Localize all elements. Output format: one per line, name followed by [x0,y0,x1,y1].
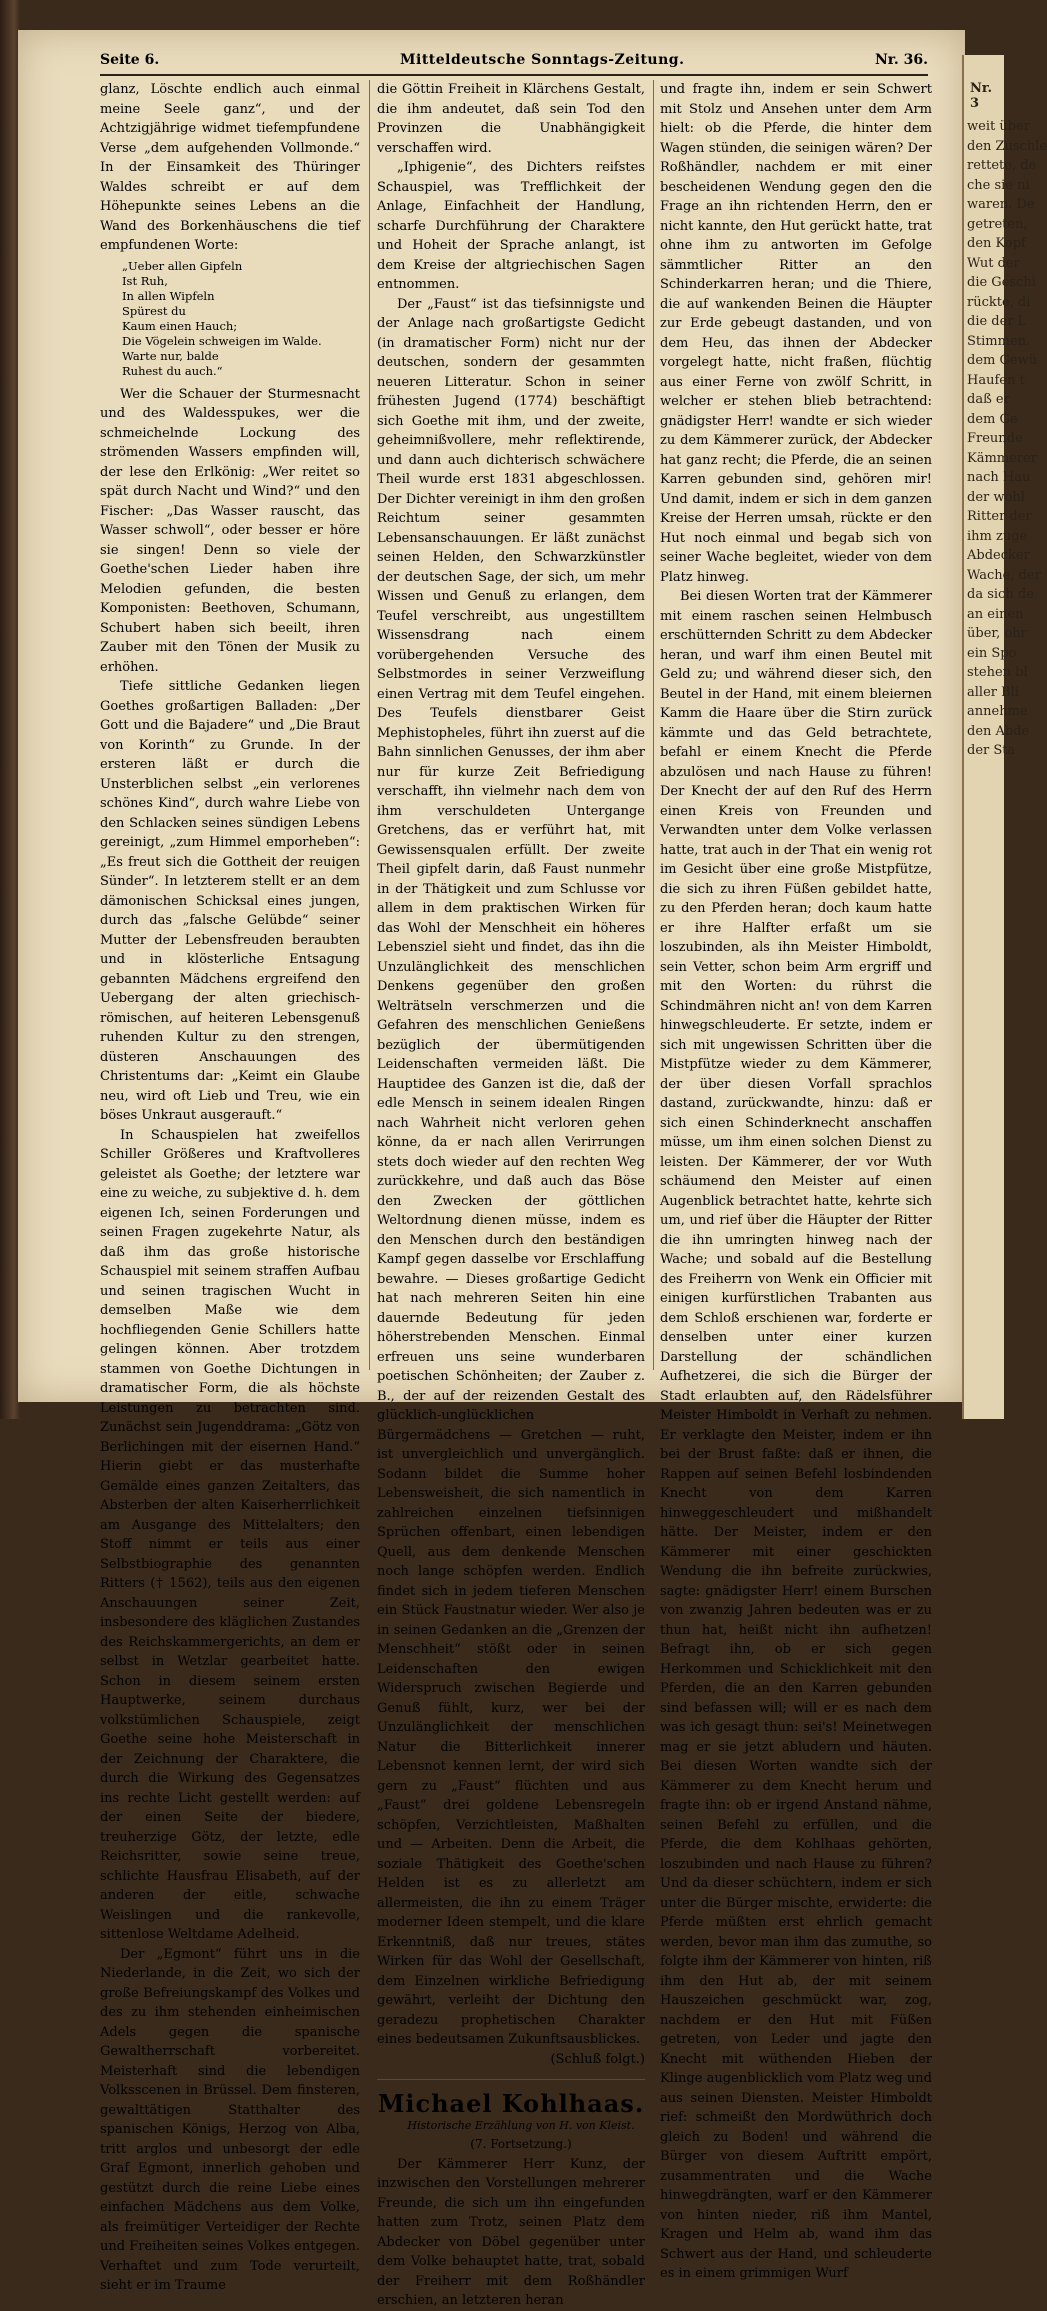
adjacent-page-fragment: da sich de [967,587,1034,602]
adjacent-page-fragment: ihm zuge [967,528,1028,544]
adjacent-page-fragment: aller Bli [967,684,1019,700]
adjacent-page-fragment: der Sta [967,743,1016,758]
paragraph: die Göttin Freiheit in Klärchens Gestalt, die ihm andeutet, daß sein Tod den Provinzen die Unabhängigkeit verschaffen wird. [377,82,645,156]
poem-line: Warte nur, balde [122,348,219,363]
paragraph: Der Kämmerer Herr Kunz, der inzwischen den Vorstellungen mehrerer Freunde, die sich um ihn eingefunden hatten zum Trotz, seinen Platz dem Abdecker von Döbel gegenüber unter dem Volke behauptet hatte, trat, sobald der Freiherr mit dem Roßhändler erschien, an letzteren heran [377,2156,645,2308]
adjacent-page-fragment: weit über [967,119,1030,134]
adjacent-page-fragment: Haufen t [967,372,1025,388]
paragraph: Der „Egmont“ führt uns in die Niederlande, in die Zeit, wo sich der große Befreiungskampf des Volkes und des zu ihm stehenden einheimischen Adels gegen die spanische Gewaltherrschaft vorbereitet. Meisterhaft sind die lebendigen Volksscenen in Brüssel. Dem finsteren, gewalttätigen Statthalter des spanischen Königs, Herzog von Alba, tritt arglos und unbesorgt der edle Graf Egmont, innerlich gehoben und gestützt durch die reine Liebe eines einfachen Mädchens aus dem Volke, als freimütiger Verteidiger der Rechte und Freiheiten seines Volkes entgegen. Verhaftet und zum Tode verurteilt, sieht er im Traume [100,1946,360,2293]
story-installment: (7. Fortsetzung.) [470,2137,572,2151]
adjacent-page-fragment: Freunde [967,431,1023,446]
adjacent-page-fragment: daß er [967,392,1010,407]
adjacent-page-fragment: annehme [967,704,1028,719]
adjacent-page-fragment: ein Spo [967,645,1017,661]
continuation-note: (Schluß folgt.) [550,2051,645,2067]
adjacent-page-fragment: stehen bl [967,665,1028,680]
adjacent-page-fragment: die Geschi [967,275,1036,290]
poem-line: In allen Wipfeln [122,288,215,303]
paragraph: Bei diesen Worten trat der Kämmerer mit einem raschen seinen Helmbusch erschütternden Schritt zu dem Abdecker heran, und warf ihm einen Beutel mit Geld zu; und während dieser sich, den Beutel in der Hand, mit einem bleiernen Kamm die Haare über die Stirn zurück kämmte und das Geld betrachtete, befahl er einem Knecht die Pferde abzulösen und nach Hause zu führen! Der Knecht der auf den Ruf des Herrn einen Kreis von Freunden und Verwandten unter dem Volke verlassen hatte, trat auch in der That ein wenig rot im Gesicht über eine große Mistpfütze, die sich zu ihren Füßen gebildet hatte, zu den Pferden heran; doch kaum hatte er ihre Halfter erfaßt um sie loszubinden, als ihn Meister Himboldt, sein Vetter, schon beim Arm ergriff und mit den Worten: du rührst die Schindmähren nicht an! von dem Karren hinwegschleuderte. Er setzte, indem er sich mit ungewissen Schritten über die Mistpfütze wieder zu dem Kämmerer, der über diesen Vorfall sprachlos dastand, zurückwandte, hinzu: daß er sich einen Schinderknecht anschaffen müsse, um ihm einen solchen Dienst zu leisten. Der Kämmerer, der vor Wuth schäumend den Meister auf einen Augenblick betrachtet hatte, kehrte sich um, und rief über die Häupter der Ritter die ihn umringten hinweg nach der Wache; und sobald auf die Bestellung des Freiherrn von Wenk ein Officier mit einigen kurfürstlichen Trabanten aus dem Schloß erschienen war, forderte er denselben unter einer kurzen Darstellung der schändlichen Aufhetzerei, die sich die Bürger der Stadt erlaubten auf, den Rädelsführer Meister Himboldt in Verhaft zu nehmen. Er verklagte den Meister, indem er ihn bei der Brust faßte: daß er ihnen, die Rappen auf seinen Befehl losbindenden Knecht von dem Karren hinweggeschleudert und mißhandelt hätte. Der Meister, indem er den Kämmerer mit einer geschickten Wendung die ihn befreite zurückwies, sagte: gnädigster Herr! einem Burschen von zwanzig Jahren bedeuten was er zu thun hat, heißt nicht ihn aufhetzen! Befragt ihn, ob er sich gegen Herkommen und Schicklichkeit mit den Pferden, die an den Karren gebunden sind befassen will; will er es nach dem was ich gesagt thun: sei's! Meinetwegen mag er sie jetzt abludern und häuten. Bei diesen Worten wandte sich der Kämmerer zu dem Knecht herum und fragte ihn: ob er irgend Anstand nähme, seinen Befehl zu erfüllen, und die Pferde, die dem Kohlhaas gehörten, loszubinden und nach Hause zu führen? Und da dieser schüchtern, indem er sich unter die Bürger mischte, erwiderte: die Pferde müßten erst ehrlich gemacht werden, bevor man ihm das zumuthe, so folgte ihm der Kämmerer von hinten, riß ihm den Hut ab, der mit seinem Hauszeichen geschmückt war, zog, nachdem er den Hut mit Füßen getreten, von Leder und jagte den Knecht mit wüthenden Hieben der Klinge augenblicklich vom Platz weg und aus seinen Diensten. Meister Himboldt rief: schmeißt den Mordwüthrich doch gleich zu Boden! und während die Bürger von diesem Auftritt empört, zusammentraten und die Wache hinwegdrängten, warf er den Kämmerer von hinten nieder, riß ihm Mantel, Kragen und Helm ab, wand ihm das Schwert aus der Hand, und schleuderte es in einem grimmigen Wurf [660,589,932,2281]
poem-line: Ist Ruh, [122,273,168,288]
adjacent-page-fragment: dem Gewü [967,353,1038,368]
adjacent-page-fragment: Wut der [967,255,1020,271]
adjacent-page-fragment: den Kopf [967,236,1026,251]
newspaper-title: Mitteldeutsche Sonntags-Zeitung. [400,52,685,68]
adjacent-page-fragment: den Abde [967,723,1030,739]
adjacent-page-fragment: Abdecker [967,548,1030,563]
book-binding [0,0,20,1419]
adjacent-page-fragment: an einen [967,606,1024,622]
issue-number: Nr. 36. [875,52,928,68]
article-column-1 [100,80,360,2293]
section-divider [377,2079,645,2080]
adjacent-page-fragment: Kämmerer [967,450,1037,466]
adjacent-page-text [964,111,1047,761]
adjacent-page-fragment: getreten, [967,216,1028,232]
adjacent-page-fragment: nach Hau [967,470,1031,485]
adjacent-page-fragment: die der L [967,314,1027,329]
adjacent-page-fragment: Stimmen. [967,333,1031,349]
paragraph: Tiefe sittliche Gedanken liegen Goethes großartigen Balladen: „Der Gott und die Bajadere“ und „Die Braut von Korinth“ zu Grunde. In der ersteren läßt er durch die Unsterblichen selbst „ein verlorenes schönes Kind“, durch wahre Liebe von den Schlacken seines sündigen Lebens gereinigt, „zum Himmel emporheben“: „Es freut sich die Gottheit der reuigen Sünder“. In letzterem stellt er an dem dämonischen Schicksal eines jungen, durch das „falsche Gelübde“ seiner Mutter der Lebensfreuden beraubten und in klösterliche Entsagung gebannten Mädchens ergreifend den Uebergang der alten griechisch-römischen, auf heiteren Lebensgenuß ruhenden Kultur zu den strengen, düsteren Anschauungen des Christentums dar: „Keimt ein Glaube neu, wird oft Lieb und Treu, wie ein böses Unkraut ausgerauft.“ [100,679,360,1123]
poem-line: Kaum einen Hauch; [122,318,238,333]
column-rule-1 [369,80,370,1370]
adjacent-page-fragment: rückte, di [967,294,1031,310]
adjacent-page-edge [962,55,1047,1419]
poem-line: Spürest du [122,303,186,318]
adjacent-page-fragment: der wohl [967,489,1025,505]
column-rule-2 [653,80,654,1370]
adjacent-page-fragment: che sie ni [967,177,1030,193]
adjacent-page-fragment: Wache, der [967,567,1041,583]
story-subtitle: Historische Erzählung von H. von Kleist. [407,2118,635,2132]
paragraph: „Iphigenie“, des Dichters reifstes Schauspiel, was Trefflichkeit der Anlage, Einfachheit der Handlung, scharfe Durchführung der Charaktere und Hoheit der Sprache anlangt, ist dem Kreise der altgriechischen Sagen entnommen. [377,160,645,292]
adjacent-page-fragment: Ritter der [967,509,1032,524]
page-number: Seite 6. [100,52,160,68]
paragraph: In Schauspielen hat zweifellos Schiller Größeres und Kraftvolleres geleistet als Goethe; der letztere war eine zu weiche, zu subjektive d. h. dem eigenen Ich, seinen Forderungen und seinen Fragen zugekehrte Natur, als daß ihm das große historische Schauspiel mit seinem straffen Aufbau und seinen tragischen Wucht in demselben Maße wie dem hochfliegenden Genie Schillers hatte gelingen können. Aber trotzdem stammen von Goethe Dichtungen in dramatischer Form, die als höchste Leistungen zu betrachten sind. Zunächst sein Jugenddrama: „Götz von Berlichingen mit der eisernen Hand.“ Hierin giebt er das musterhafte Gemälde eines ganzen Zeitalters, das Absterben der alten Kaiserherrlichkeit am Ausgange des Mittelalters; den Stoff nimmt er teils aus einer Selbstbiographie des genannten Ritters († 1562), teils aus den eigenen Anschauungen seiner Zeit, insbesondere des kläglichen Zustandes des Reichskammergerichts, an dem er selbst in Wetzlar gearbeitet hatte. Schon in diesem seinem ersten Hauptwerke, seinem durchaus volkstümlichen Schauspiele, zeigt Goethe seine hohe Meisterschaft in der Zeichnung der Charaktere, die durch die Wirkung des Gegensatzes ins rechte Licht gestellt werden: auf der einen Seite der biedere, treuherzige Götz, der letzte, edle Reichsritter, sowie seine treue, schlichte Hausfrau Elisabeth, auf der anderen der eitle, schwache Weislingen und die rankevolle, sittenlose Weltdame Adelheid. [100,1127,360,1942]
adjacent-page-fragment: über, ohr [967,626,1027,641]
article-column-3 [660,80,932,2281]
poem-line: „Ueber allen Gipfeln [122,258,243,273]
adjacent-page-header: Nr. 3 [970,81,993,111]
poem-line: Die Vögelein schweigen im Walde. [122,333,322,348]
story-title: Michael Kohlhaas. [377,2089,645,2118]
paragraph: glanz, Löschte endlich auch einmal meine Seele ganz“, und der Achtzigjährige widmet tiefempfundene Verse „dem aufgehenden Vollmonde.“ In der Einsamkeit des Thüringer Waldes schreibt er auf dem Höhepunkte seines Lebens an die Wand des Borkenhäuschens die tief empfundenen Worte: [100,82,360,253]
paragraph: und fragte ihn, indem er sein Schwert mit Stolz und Ansehen unter dem Arm hielt: ob die Pferde, die hinter dem Wagen stünden, die seinigen wären? Der Roßhändler, nachdem er mit einer bescheidenen Wendung gegen den die Frage an ihn richtenden Herrn, den er nicht kannte, den Hut gerückt hatte, trat ohne ihm zu antworten im Gefolge sämmtlicher Ritter an den Schinderkarren heran; und die Thiere, die auf wankenden Beinen die Häupter zur Erde gebeugt dastanden, und von dem Heu, das ihnen der Abdecker vorgelegt hatte, nicht fraßen, flüchtig aus einer Ferne von zwölf Schritt, in welcher er stehen blieb betrachtend: gnädigster Herr! wandte er sich wieder zu dem Kämmerer zurück, der Abdecker hat ganz recht; die Pferde, die an seinen Karren gebunden sind, gehören mir! Und damit, indem er sich in dem ganzen Kreise der Herren umsah, rückte er den Hut noch einmal und begab sich von seiner Wache begleitet, wieder von dem Platz hinweg. [660,82,932,585]
adjacent-page-fragment: rettete, de [967,158,1037,173]
adjacent-page-fragment: den Zuschle [967,138,1047,154]
paragraph: Wer die Schauer der Sturmesnacht und des Waldesspukes, wer die schmeichelnde Lockung des strömenden Wassers empfinden will, der lese den Erlkönig: „Wer reitet so spät durch Nacht und Wind?“ und den Fischer: „Das Wasser rauscht, das Wasser schwoll“, oder besser er höre sie singen! Denn so viele der Goethe'schen Lieder haben ihre Melodien gefunden, die besten Komponisten: Beethoven, Schumann, Schubert haben sich beeilt, ihren Zauber mit den Tönen der Musik zu erhöhen. [100,386,360,675]
poem-block [122,259,360,379]
article-column-2 [377,80,645,2308]
paragraph: Der „Faust“ ist das tiefsinnigste und der Anlage nach großartigste Gedicht (in dramatischer Form) nicht nur der deutschen, sondern der gesammten neueren Litteratur. Schon in seiner frühesten Jugend (1774) beschäftigt sich Goethe mit ihm, und der zweite, geheimnißvollere, mehr reflektirende, und dann auch dichterisch schwächere Theil wurde erst 1831 abgeschlossen. Der Dichter vereinigt in ihm den großen Reichtum seiner gesammten Lebensanschauungen. Er läßt zunächst seinen Helden, den Schwarzkünstler der deutschen Sage, der sich, um mehr Wissen und Genuß zu erlangen, dem Teufel verschreibt, aus ungestilltem Wissensdrang nach einem vorübergehenden Versuche des Selbstmordes in seiner Verzweiflung einen Vertrag mit dem Teufel eingehen. Des Teufels dienstbarer Geist Mephistopheles, führt ihn zuerst auf die Bahn sinnlichen Genusses, der ihm aber nur für kurze Zeit Befriedigung verschafft, ihn vielmehr nach dem von ihm verschuldeten Untergange Gretchens, das er verführt hat, mit Gewissensqualen erfüllt. Der zweite Theil gipfelt darin, daß Faust nunmehr in der Thätigkeit und zum Schlusse vor allem in dem praktischen Wirken für das Wohl der Menschheit ein höheres Lebensziel sieht und findet, das ihn die Unzulänglichkeit des menschlichen Denkens gegenüber den großen Welträtseln verschmerzen und die Gefahren des menschlichen Genießens bezüglich der übermütigenden Leidenschaften vermeiden läßt. Die Hauptidee des Ganzen ist die, daß der edle Mensch in seinem idealen Ringen nach Wahrheit nicht verloren gehen könne, da er nach allen Verirrungen stets doch wieder auf den rechten Weg zurückkehre, und daß auch das Böse den Zwecken der göttlichen Weltordnung dienen müsse, indem es den Menschen durch den beständigen Kampf gegen dasselbe vor Erschlaffung bewahre. — Dieses großartige Gedicht hat nach mehreren Seiten hin eine dauernde Bedeutung für jeden höherstrebenden Menschen. Einmal erfreuen uns seine wunderbaren poetischen Schönheiten; der Zauber z. B., der auf der reizenden Gestalt des glücklich-unglücklichen Bürgermädchens — Gretchen — ruht, ist unvergleichlich und unvergänglich. Sodann bildet die Summe hoher Lebensweisheit, die sich namentlich in zahlreichen einzelnen tiefsinnigen Sprüchen offenbart, einen lebendigen Quell, aus dem denkende Menschen noch lange schöpfen werden. Endlich findet sich in jedem tieferen Menschen ein Stück Faustnatur wieder. Wer also je in seinen Gedanken an die „Grenzen der Menschheit“ stößt oder in seinen Leidenschaften den ewigen Widerspruch zwischen Begierde und Genuß fühlt, kurz, wer bei der Unzulänglichkeit der menschlichen Natur die Bitterlichkeit innerer Lebensnot kennen lernt, der wird sich gern zu „Faust“ flüchten und aus „Faust“ drei goldene Lebensregeln schöpfen, Verzichtleisten, Maßhalten und — Arbeiten. Denn die Arbeit, die soziale Thätigkeit des Goethe'schen Helden ist es zu allerletzt am allermeisten, die ihn zu einem Träger moderner Ideen stempelt, und die klare Erkenntniß, daß nur treues, stätes Wirken für das Wohl der Gesellschaft, dem Einzelnen wirkliche Befriedigung gewährt, verleiht der Dichtung den geradezu prophetischen Charakter eines bedeutsamen Zukunftsausblickes. [377,296,645,2047]
adjacent-page-fragment: waren. De [967,197,1035,212]
adjacent-page-fragment: dem Ge [967,411,1018,427]
poem-line: Ruhest du auch.“ [122,363,223,378]
page-header [100,52,928,76]
